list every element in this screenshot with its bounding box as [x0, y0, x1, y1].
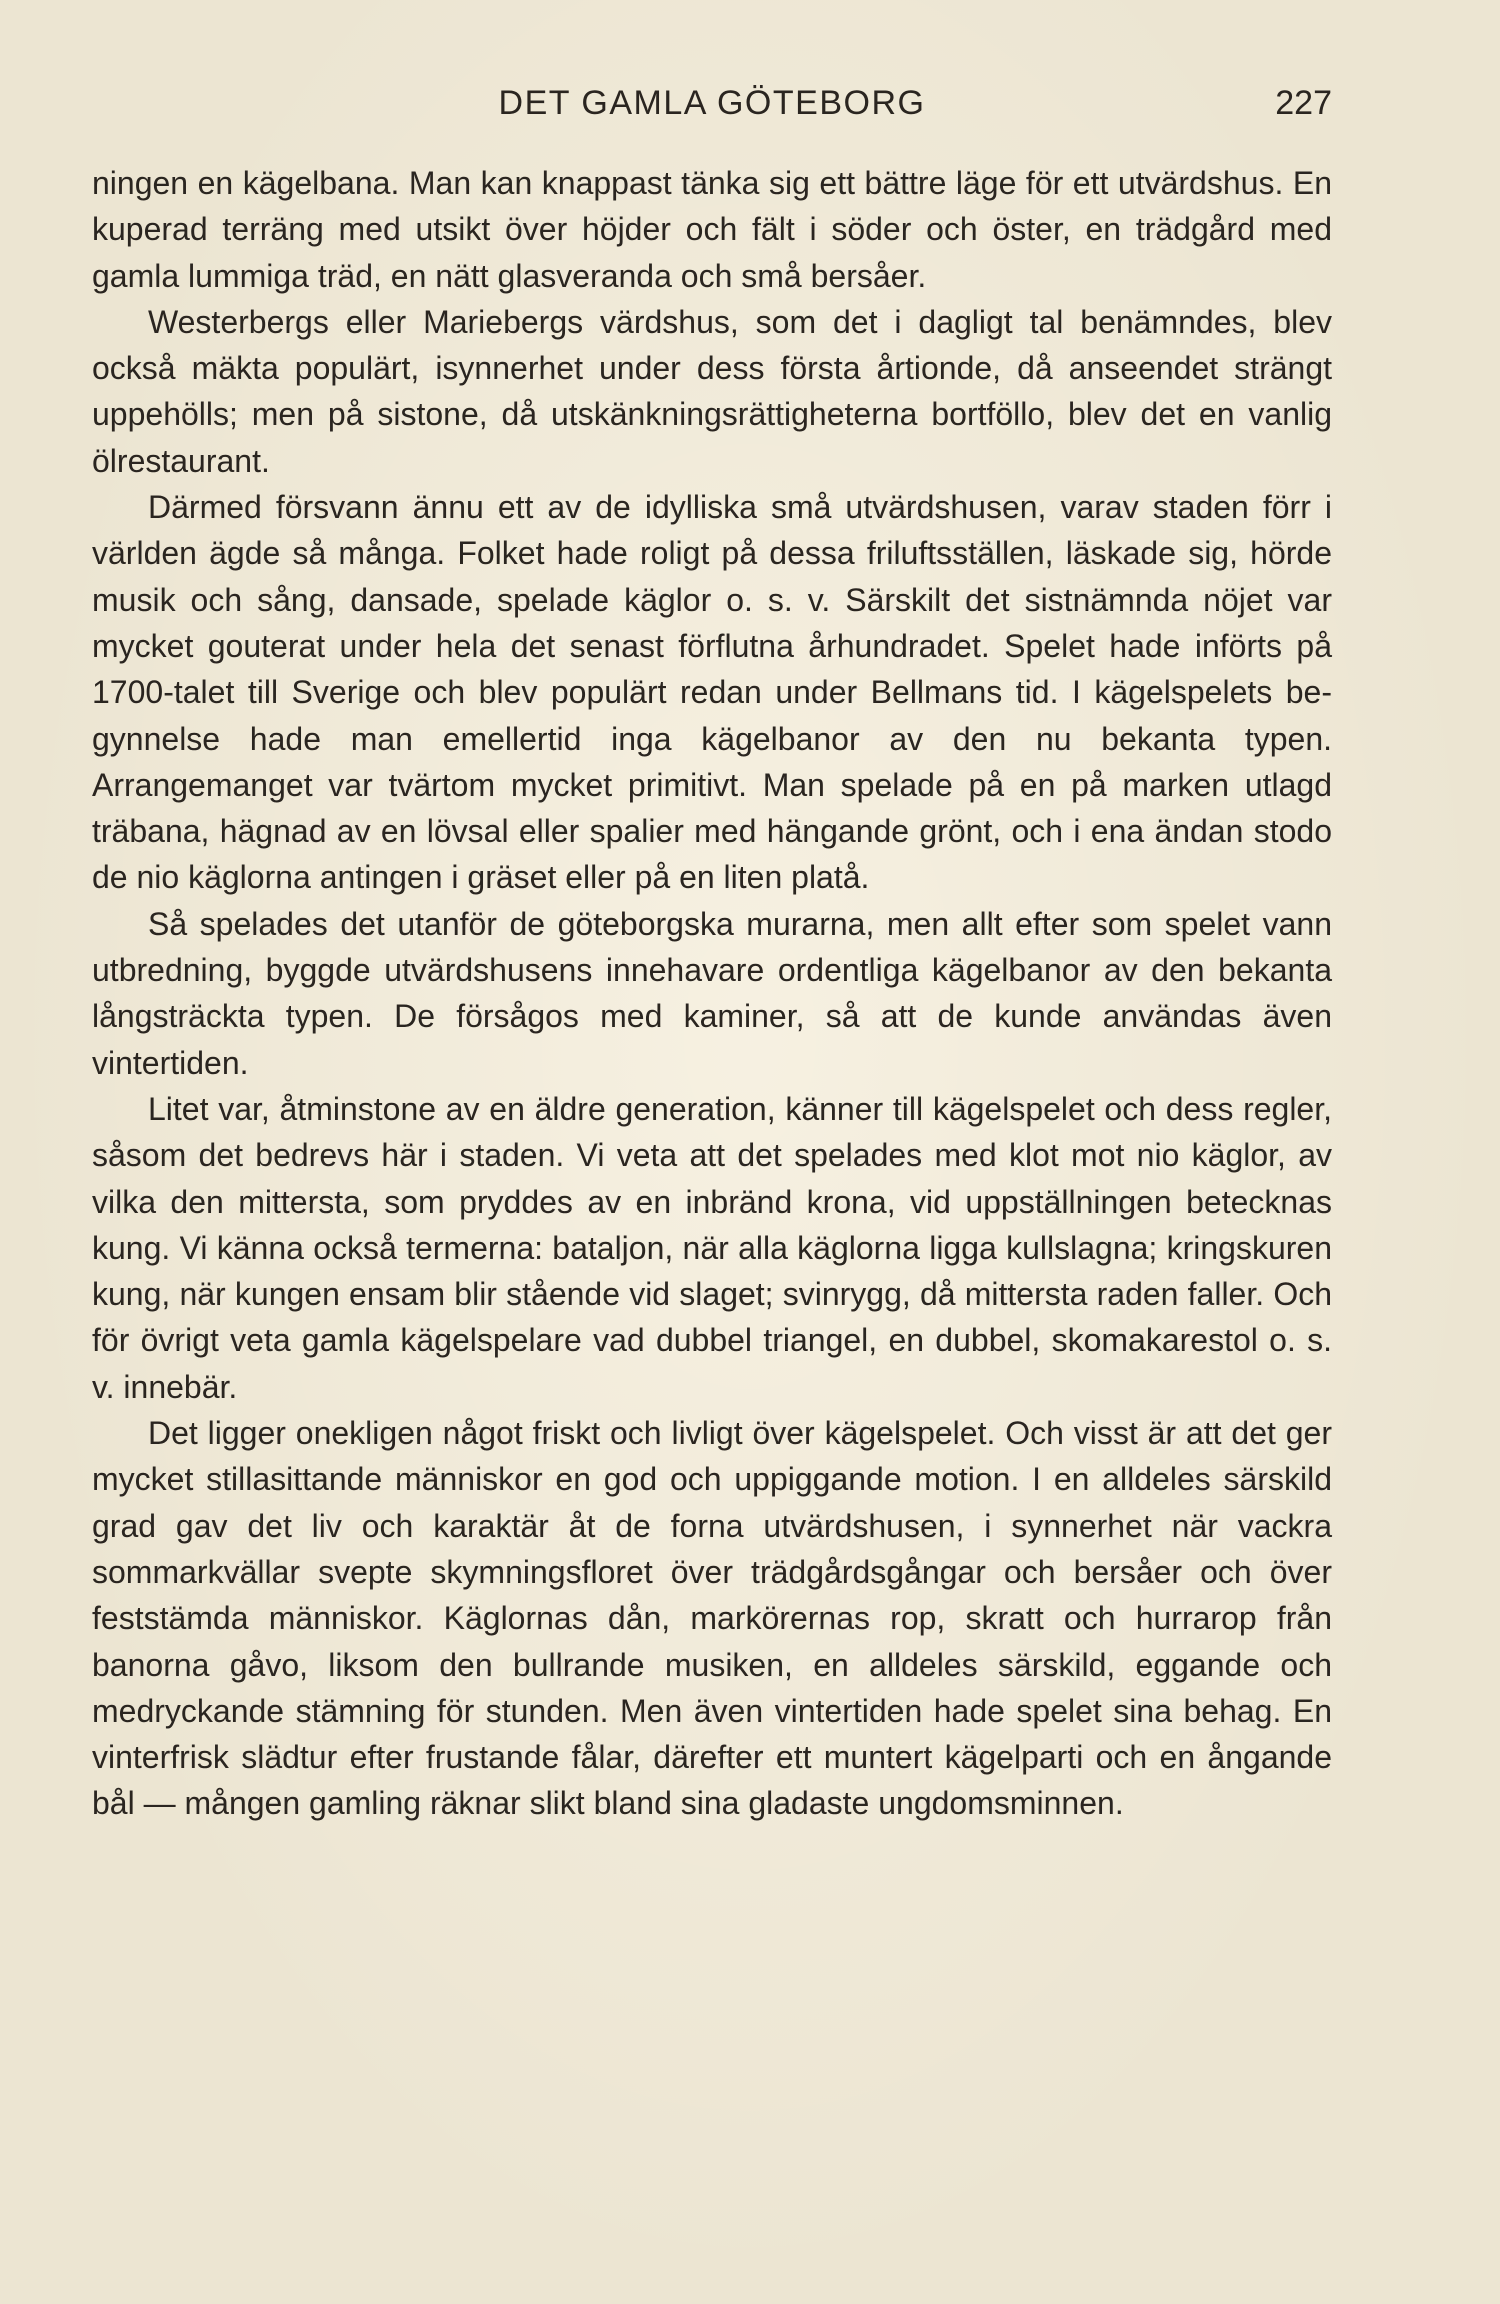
running-title: DET GAMLA GÖTEBORG	[498, 84, 926, 122]
body-text	[92, 160, 1332, 1827]
paragraph-darmed: Därmed försvann ännu ett av de idylliska små utvärdshusen, varav staden förr i världen ägde så många. Folket hade roligt på dessa friluftsställen, läskade sig, hörde musik och sång, dansade, spelade käglor o. s. v. Särskilt det sistnämnda nöjet var mycket gouterat under hela det senast förflutna århundradet. Spelet hade införts på 1700-talet till Sverige och blev populärt redan under Bellmans tid. I kägelspelets begynnelse hade man emellertid inga kägelbanor av den nu bekanta typen. Arrangemanget var tvärtom mycket primitivt. Man spelade på en på marken utlagd träbana, hägnad av en lövsal eller spalier med hängande grönt, och i ena ändan stodo de nio käglorna antingen i gräset eller på en liten platå.	[92, 489, 1332, 896]
paragraph-det-ligger: Det ligger onekligen något friskt och livligt över kägelspelet. Och visst är att det ger mycket stillasittande människor en god och uppiggande motion. I en alldeles särskild grad gav det liv och karaktär åt de forna utvärdshusen, i synnerhet när vackra sommarkvällar svepte skymningsfloret över trädgårdsgångar och bersåer och över feststämda människor. Käglornas dån, markörernas rop, skratt och hurrarop från banorna gåvo, liksom den bullrande musiken, en alldeles särskild, eggande och medryckande stämning för stunden. Men även vintertiden hade spelet sina behag. En vinterfrisk slädtur efter frustande fålar, därefter ett muntert kägelparti och en ångande bål — mången gamling räknar slikt bland sina gladaste ungdomsminnen.	[92, 1415, 1332, 1822]
page-number: 227	[1275, 84, 1332, 122]
paragraph-sa-spelades: Så spelades det utanför de göteborgska murarna, men allt efter som spelet vann utbredning, byggde utvärdshusens innehavare ordentliga kägelbanor av den bekanta långsträckta typen. De försågos med kaminer, så att de kunde användas även vintertiden.	[92, 905, 1332, 1081]
paragraph-continued: ningen en kägelbana. Man kan knappast tänka sig ett bättre läge för ett utvärdshus. En kuperad terräng med utsikt över höjder och fält i söder och öster, en trädgård med gamla lummiga träd, en nätt glasveranda och små bersåer.	[92, 165, 1332, 294]
paragraph-westerbergs: Westerbergs eller Mariebergs värdshus, som det i dagligt tal benämndes, blev också mäkta populärt, isynnerhet under dess första årtionde, då anseendet strängt uppehölls; men på sistone, då utskänkningsrättigheterna bortföllo, blev det en vanlig ölrestaurant.	[92, 303, 1332, 479]
paragraph-litet-var: Litet var, åtminstone av en äldre generation, känner till kägelspelet och dess regler, såsom det bedrevs här i staden. Vi veta att det spelades med klot mot nio käglor, av vilka den mittersta, som pryddes av en inbränd krona, vid uppställningen betecknas kung. Vi känna också termerna: bataljon, när alla käglorna ligga kullslagna; kringskuren kung, när kungen ensam blir stående vid slaget; svinrygg, då mittersta raden faller. Och för övrigt veta gamla kägelspelare vad dubbel triangel, en dubbel, skomakarestol o. s. v. innebär.	[92, 1090, 1332, 1405]
running-head	[92, 84, 1332, 134]
